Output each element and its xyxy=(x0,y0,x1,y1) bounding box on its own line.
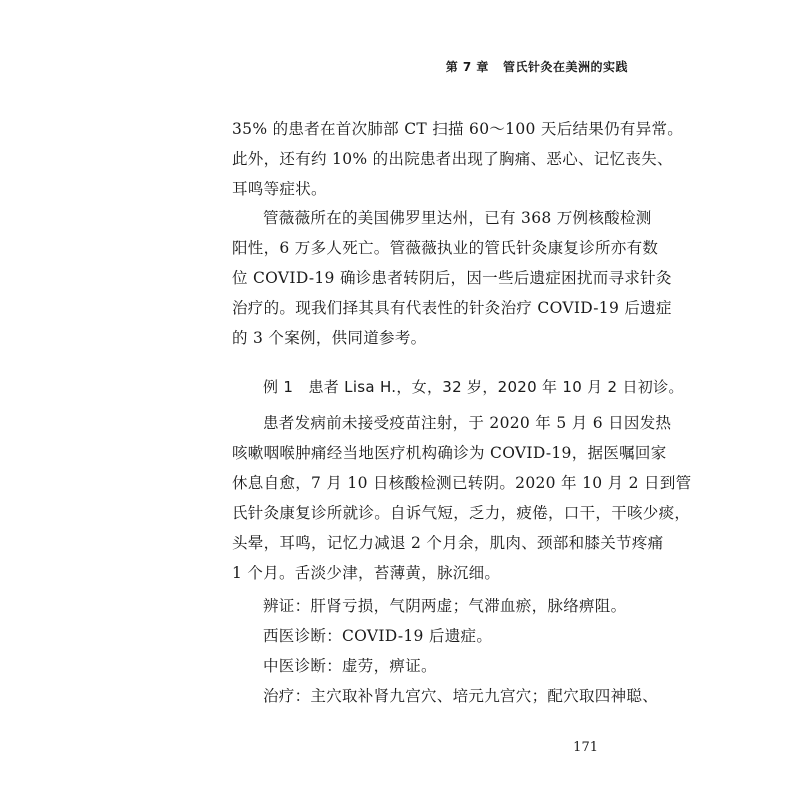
text-line: 的 3 个案例，供同道参考。 xyxy=(232,329,427,347)
text-line: 头晕，耳鸣，记忆力减退 2 个月余，肌肉、颈部和膝关节疼痛 xyxy=(232,534,664,552)
treatment: 治疗：主穴取补肾九宫穴、培元九宫穴；配穴取四神聪、 xyxy=(263,687,659,705)
text-line: 患者发病前未接受疫苗注射，于 2020 年 5 月 6 日因发热 xyxy=(263,414,672,432)
text-line: 管薇薇所在的美国佛罗里达州，已有 368 万例核酸检测 xyxy=(263,209,652,227)
syndrome-differentiation: 辨证：肝肾亏损，气阴两虚；气滞血瘀，脉络痹阻。 xyxy=(263,597,627,615)
chapter-title: 管氏针灸在美洲的实践 xyxy=(502,60,628,74)
text-line: 阳性，6 万多人死亡。管薇薇执业的管氏针灸康复诊所亦有数 xyxy=(232,239,659,257)
chapter-number: 第 7 章 xyxy=(445,60,489,74)
text-line: 35% 的患者在首次肺部 CT 扫描 60～100 天后结果仍有异常。 xyxy=(232,120,684,138)
text-line: 此外，还有约 10% 的出院患者出现了胸痛、恶心、记忆丧失、 xyxy=(232,150,673,168)
case-title: 例 1 患者 Lisa H.，女，32 岁，2020 年 10 月 2 日初诊。 xyxy=(263,378,684,396)
tcm-diagnosis: 中医诊断：虚劳，痹证。 xyxy=(263,657,437,675)
text-line: 咳嗽咽喉肿痛经当地医疗机构确诊为 COVID-19，据医嘱回家 xyxy=(232,444,667,462)
text-line: 1 个月。舌淡少津，苔薄黄，脉沉细。 xyxy=(232,564,501,582)
paragraph-1 xyxy=(232,114,684,204)
text-line: 休息自愈，7 月 10 日核酸检测已转阴。2020 年 10 月 2 日到管 xyxy=(232,474,692,492)
paragraph-2 xyxy=(232,203,672,353)
running-header xyxy=(446,58,628,75)
western-diagnosis: 西医诊断：COVID-19 后遗症。 xyxy=(263,627,493,645)
case-1-history xyxy=(232,408,692,588)
text-line: 耳鸣等症状。 xyxy=(232,180,327,198)
case-1-diagnosis xyxy=(232,591,659,711)
text-line: 治疗的。现我们择其具有代表性的针灸治疗 COVID-19 后遗症 xyxy=(232,299,672,317)
text-line: 位 COVID-19 确诊患者转阴后，因一些后遗症困扰而寻求针灸 xyxy=(232,269,672,287)
case-1-heading xyxy=(232,372,684,402)
text-line: 氏针灸康复诊所就诊。自诉气短，乏力，疲倦，口干，干咳少痰， xyxy=(232,504,691,522)
page-number: 171 xyxy=(573,740,598,755)
